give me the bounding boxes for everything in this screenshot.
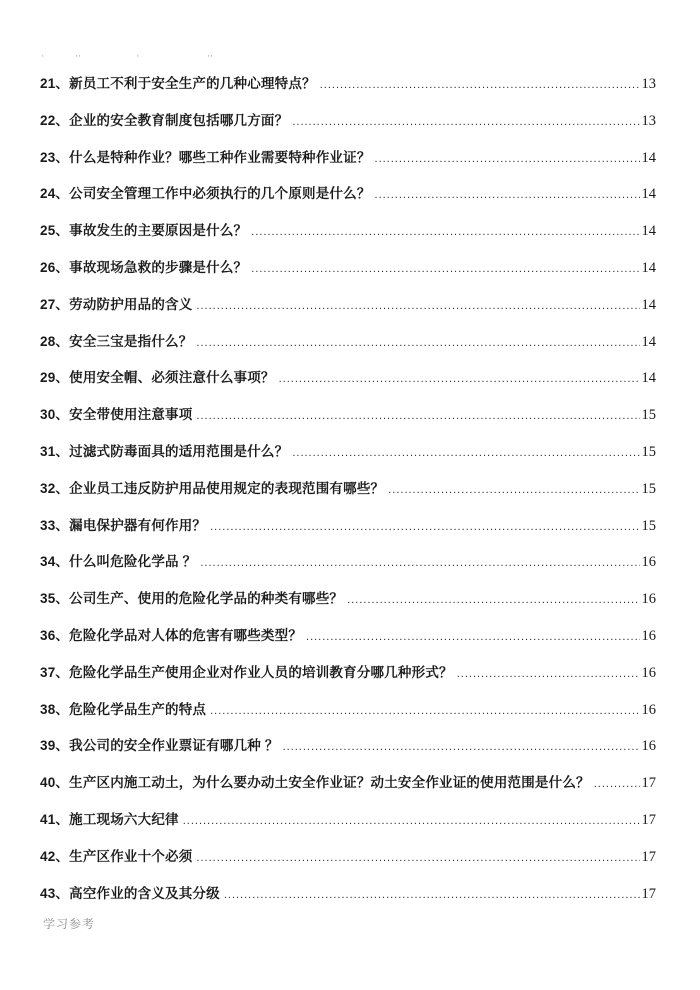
toc-page-number: 17 [641,885,656,902]
toc-page-number: 16 [641,701,656,718]
toc-entry-title: 37、危险化学品生产使用企业对作业人员的培训教育分哪几种形式？ [40,664,453,680]
toc-leader-dots [196,296,639,314]
toc-entry[interactable] [40,466,656,503]
toc-leader-dots [320,75,640,93]
toc-leader-dots [224,885,640,903]
artifact-mark: '' [208,54,214,63]
toc-page-number: 14 [641,370,656,387]
toc-entry-title: 24、公司安全管理工作中必须执行的几个原则是什么？ [40,186,371,202]
toc-leader-dots [292,112,639,130]
toc-entry[interactable] [40,171,656,208]
toc-page-number: 14 [641,333,656,350]
toc-leader-dots [200,553,639,571]
toc-entry-title: 27、劳动防护用品的含义 [40,296,193,312]
toc-leader-dots [251,222,639,240]
toc-leader-dots [251,259,639,277]
toc-entry[interactable] [40,797,656,834]
toc-page-number: 17 [641,811,656,828]
toc-entry[interactable] [40,503,656,540]
toc-entry[interactable] [40,760,656,797]
toc-page-number: 13 [641,112,656,129]
toc-entry-title: 30、安全带使用注意事项 [40,407,193,423]
toc-entry[interactable] [40,687,656,724]
toc-entry-title: 29、使用安全帽、必须注意什么事项？ [40,370,275,386]
toc-page-number: 14 [641,223,656,240]
toc-entry[interactable] [40,613,656,650]
toc-entry[interactable] [40,282,656,319]
toc-page-number: 15 [641,407,656,424]
toc-entry-title: 34、什么叫危险化学品 ？ [40,554,197,570]
toc-entry-title: 39、我公司的安全作业票证有哪几种 ？ [40,738,279,754]
toc-entry-title: 43、高空作业的含义及其分级 [40,885,220,901]
toc-entry-title: 42、生产区作业十个必须 [40,848,193,864]
toc-entry-title: 32、企业员工违反防护用品使用规定的表现范围有哪些？ [40,480,385,496]
toc-leader-dots [210,517,639,535]
toc-leader-dots [196,406,639,424]
artifact-mark: ' [137,54,140,63]
toc-entry[interactable] [40,576,656,613]
toc-entry-title: 26、事故现场急救的步骤是什么？ [40,259,248,275]
toc-leader-dots [292,443,639,461]
toc-leader-dots [196,333,639,351]
toc-entry-title: 31、过滤式防毒面具的适用范围是什么？ [40,443,289,459]
toc-page-number: 16 [641,554,656,571]
page-footer: 学习参考 [43,917,96,931]
toc-page-number: 16 [641,664,656,681]
toc-page-number: 16 [641,738,656,755]
toc-entry[interactable] [40,98,656,135]
toc-entry-title: 40、生产区内施工动土，为什么要办动土安全作业证？动土安全作业证的使用范围是什么？ [40,775,590,791]
artifact-mark: ' [42,54,45,63]
toc-leader-dots [594,774,640,792]
toc-entry-title: 38、危险化学品生产的特点 [40,701,207,717]
toc-page-number: 14 [641,259,656,276]
toc-entry-title: 25、事故发生的主要原因是什么？ [40,223,248,239]
toc-entry-title: 22、企业的安全教育制度包括哪几方面？ [40,112,289,128]
toc-leader-dots [375,185,640,203]
toc-entry-title: 41、施工现场六大纪律 [40,811,179,827]
toc-entry[interactable] [40,61,656,98]
toc-leader-dots [283,737,640,755]
toc-entry[interactable] [40,135,656,172]
toc-leader-dots [196,848,639,866]
toc-entry[interactable] [40,834,656,871]
toc-page-number: 15 [641,443,656,460]
toc-entry[interactable] [40,723,656,760]
toc-entry-title: 21、新员工不利于安全生产的几种心理特点？ [40,76,316,91]
toc-leader-dots [306,627,639,645]
toc-entry[interactable] [40,392,656,429]
toc-entry[interactable] [40,871,656,908]
toc-page-number: 16 [641,591,656,608]
toc-page-number: 14 [641,186,656,203]
toc-leader-dots [388,480,639,498]
toc-entry[interactable] [40,429,656,466]
toc-entry[interactable] [40,245,656,282]
toc-leader-dots [210,701,639,719]
toc-leader-dots [375,149,640,167]
toc-page-number: 13 [641,76,656,92]
toc-leader-dots [347,590,639,608]
toc-page-number: 15 [641,480,656,497]
toc-leader-dots [279,369,640,387]
toc-entry[interactable] [40,208,656,245]
artifact-mark: '' [76,54,82,63]
toc-entry-title: 36、危险化学品对人体的危害有哪些类型？ [40,627,303,643]
toc-entry[interactable] [40,650,656,687]
toc-page-number: 16 [641,627,656,644]
toc-entry-title: 35、公司生产、使用的危险化学品的种类有哪些？ [40,591,344,607]
toc-leader-dots [457,664,640,682]
toc-page-number: 17 [641,848,656,865]
toc-page-number: 14 [641,296,656,313]
toc-entry[interactable] [40,319,656,356]
toc-entry[interactable] [40,355,656,392]
toc-leader-dots [183,811,640,829]
toc-entry[interactable] [40,539,656,576]
toc-page-number: 17 [641,775,656,792]
toc-entry-title: 23、什么是特种作业？哪些工种作业需要特种作业证？ [40,149,371,165]
toc-entry-title: 33、漏电保护器有何作用？ [40,517,207,533]
toc-entry-title: 28、安全三宝是指什么？ [40,333,193,349]
toc-page-number: 15 [641,517,656,534]
toc-page-number: 14 [641,149,656,166]
